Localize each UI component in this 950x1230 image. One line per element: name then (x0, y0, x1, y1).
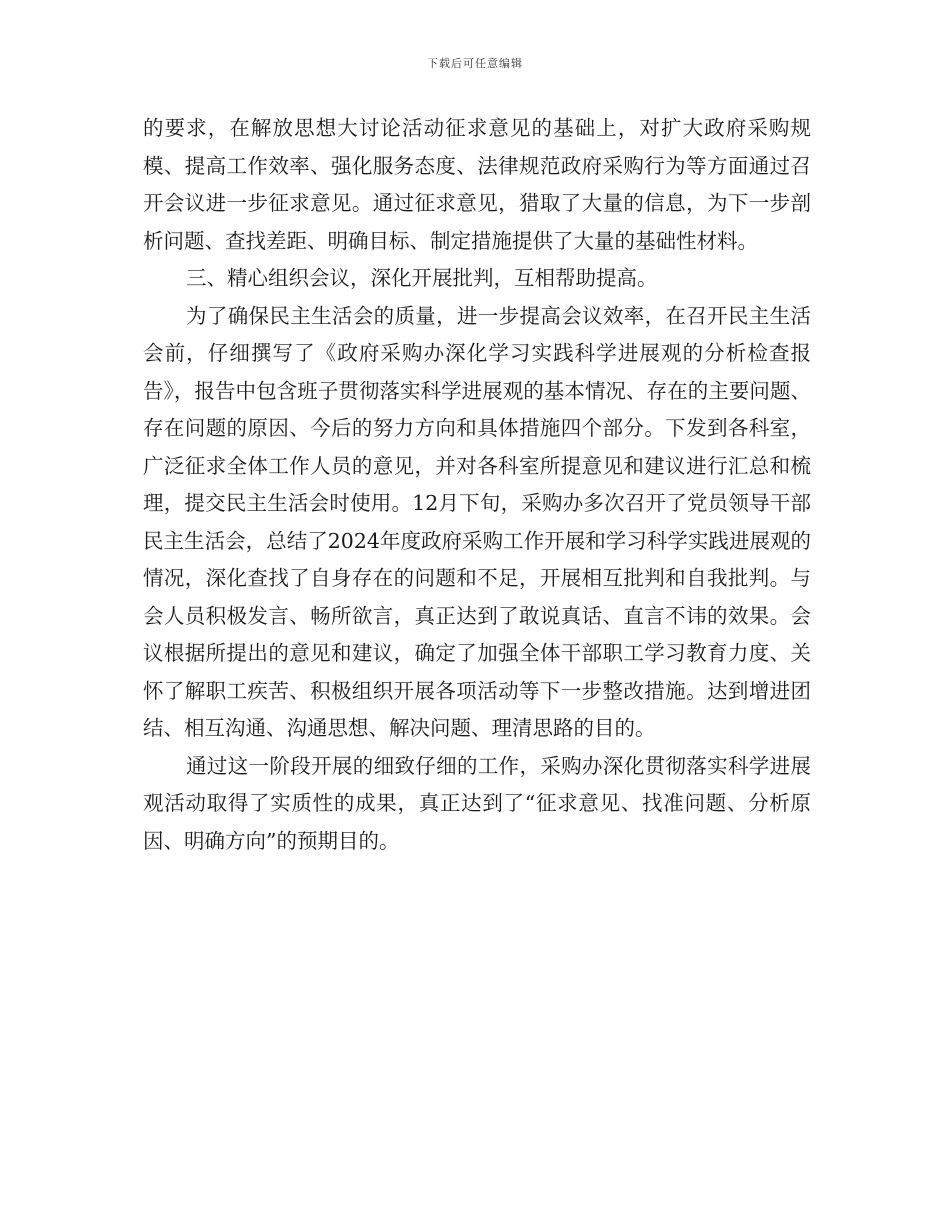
document-body (143, 110, 811, 860)
page-header: 下载后可任意编辑 (427, 57, 523, 70)
paragraph-3: 通过这一阶段开展的细致仔细的工作，采购办深化贯彻落实科学进展观活动取得了实质性的成果，真正达到了“征求意见、找准问题、分析原因、明确方向”的预期目的。 (143, 753, 811, 853)
paragraph-2: 为了确保民主生活会的质量，进一步提高会议效率，在召开民主生活会前，仔细撰写了《政府采购办深化学习实践科学进展观的分析检查报告》，报告中包含班子贯彻落实科学进展观的基本情况、存在的主要问题、存在问题的原因、今后的努力方向和具体措施四个部分。下发到各科室，广泛征求全体工作人员的意见，并对各科室所提意见和建议进行汇总和梳理，提交民主生活会时使用。12月下旬，采购办多次召开了党员领导干部民主生活会，总结了2024年度政府采购工作开展和学习科学实践进展观的情况，深化查找了自身存在的问题和不足，开展相互批判和自我批判。与会人员积极发言、畅所欲言，真正达到了敢说真话、直言不讳的效果。会议根据所提出的意见和建议，确定了加强全体干部职工学习教育力度、关怀了解职工疾苦、积极组织开展各项活动等下一步整改措施。达到增进团结、相互沟通、沟通思想、解决问题、理清思路的目的。 (143, 303, 811, 740)
section-heading-3: 三、精心组织会议，深化开展批判，互相帮助提高。 (186, 266, 658, 290)
paragraph-1: 的要求，在解放思想大讨论活动征求意见的基础上，对扩大政府采购规模、提高工作效率、强化服务态度、法律规范政府采购行为等方面通过召开会议进一步征求意见。通过征求意见，猎取了大量的信息，为下一步剖析问题、查找差距、明确目标、制定措施提供了大量的基础性材料。 (143, 116, 811, 253)
